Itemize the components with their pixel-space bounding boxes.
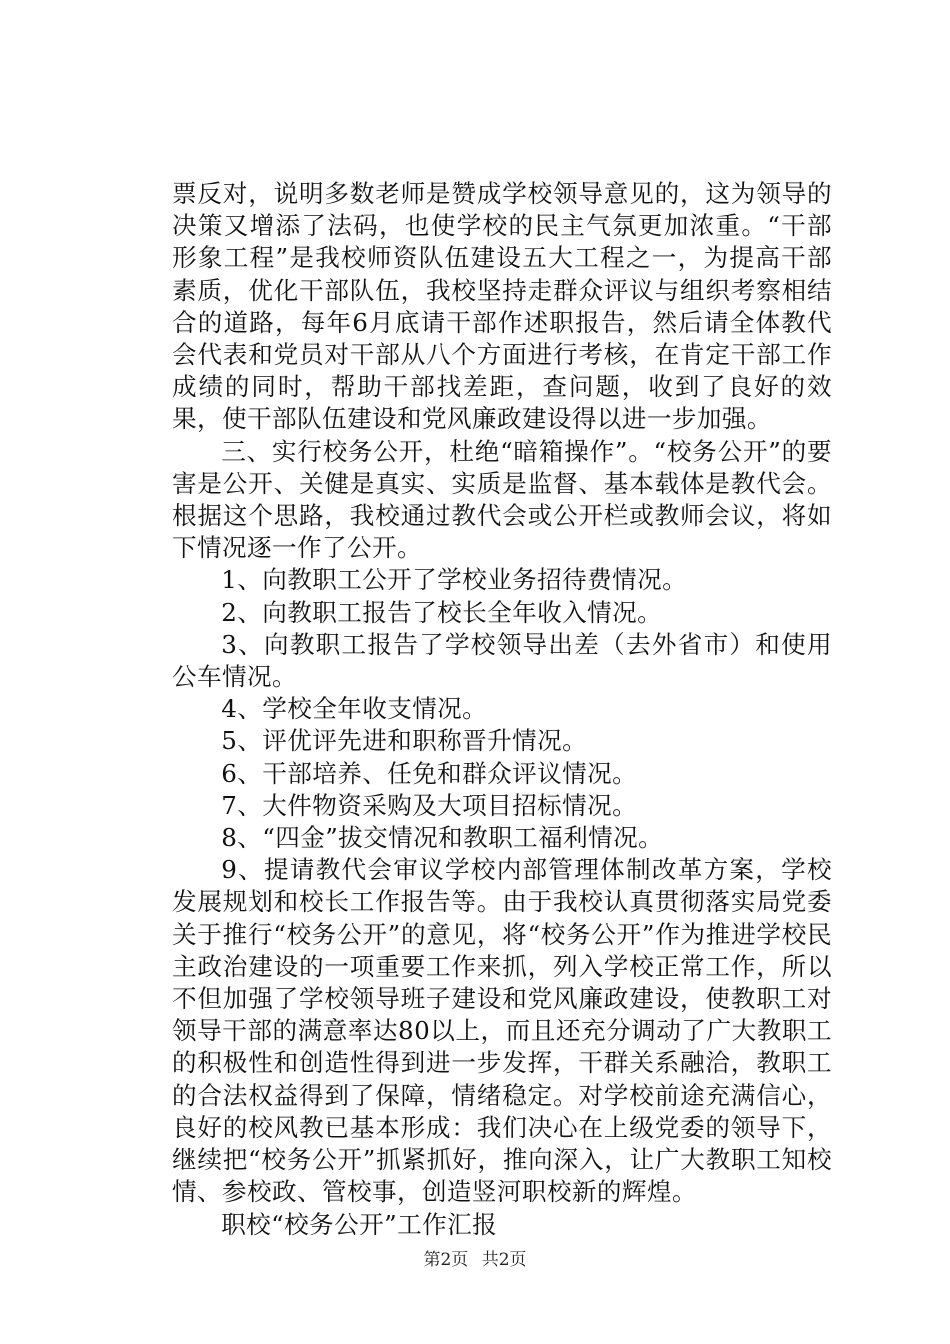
document-body bbox=[172, 178, 832, 1241]
list-item: 5、评优评先进和职称晋升情况。 bbox=[221, 726, 588, 756]
document-title-line: 职校“校务公开”工作汇报 bbox=[221, 1209, 498, 1239]
list-item: 7、大件物资采购及大项目招标情况。 bbox=[221, 790, 638, 820]
list-item: 2、向教职工报告了校长全年收入情况。 bbox=[221, 597, 663, 627]
list-item: 3、向教职工报告了学校领导出差（去外省市）和使用公车情况。 bbox=[172, 629, 832, 692]
paragraph-section-three: 三、实行校务公开，杜绝“暗箱操作”。“校务公开”的要害是公开、关健是真实、实质是监督、基本载体是教代会。根据这个思路，我校通过教代会或公开栏或教师会议，将如下情况逐一作了公开。 bbox=[172, 436, 832, 563]
list-item: 1、向教职工公开了学校业务招待费情况。 bbox=[221, 565, 688, 595]
page-footer bbox=[0, 1245, 950, 1270]
list-item: 4、学校全年收支情况。 bbox=[221, 694, 488, 724]
paragraph-continuation: 票反对，说明多数老师是赞成学校领导意见的，这为领导的决策又增添了法码，也使学校的民主气氛更加浓重。“干部形象工程”是我校师资队伍建设五大工程之一，为提高干部素质，优化干部队伍，我校坚持走群众评议与组织考察相结合的道路，每年6月底请干部作述职报告，然后请全体教代会代表和党员对干部从八个方面进行考核，在肯定干部工作成绩的同时，帮助干部找差距，查问题，收到了良好的效果，使干部队伍建设和党风廉政建设得以进一步加强。 bbox=[172, 179, 832, 434]
page-total: 共2页 bbox=[481, 1250, 527, 1270]
list-item: 8、“四金”拔交情况和教职工福利情况。 bbox=[221, 823, 664, 853]
list-item: 6、干部培养、任免和群众评议情况。 bbox=[221, 758, 638, 788]
page-number: 第2页 bbox=[423, 1250, 469, 1270]
paragraph-conclusion: 9、提请教代会审议学校内部管理体制改革方案，学校发展规划和校长工作报告等。由于我校认真贯彻落实局党委关于推行“校务公开”的意见，将“校务公开”作为推进学校民主政治建设的一项重要工作来抓，列入学校正常工作，所以不但加强了学校领导班子建设和党风廉政建设，使教职工对领导干部的满意率达80以上，而且还充分调动了广大教职工的积极性和创造性得到进一步发挥，干群关系融洽，教职工的合法权益得到了保障，情绪稳定。对学校前途充满信心，良好的校风教已基本形成：我们决心在上级党委的领导下，继续把“校务公开”抓紧抓好，推向深入，让广大教职工知校情、参校政、管校事，创造竖河职校新的辉煌。 bbox=[172, 855, 832, 1207]
